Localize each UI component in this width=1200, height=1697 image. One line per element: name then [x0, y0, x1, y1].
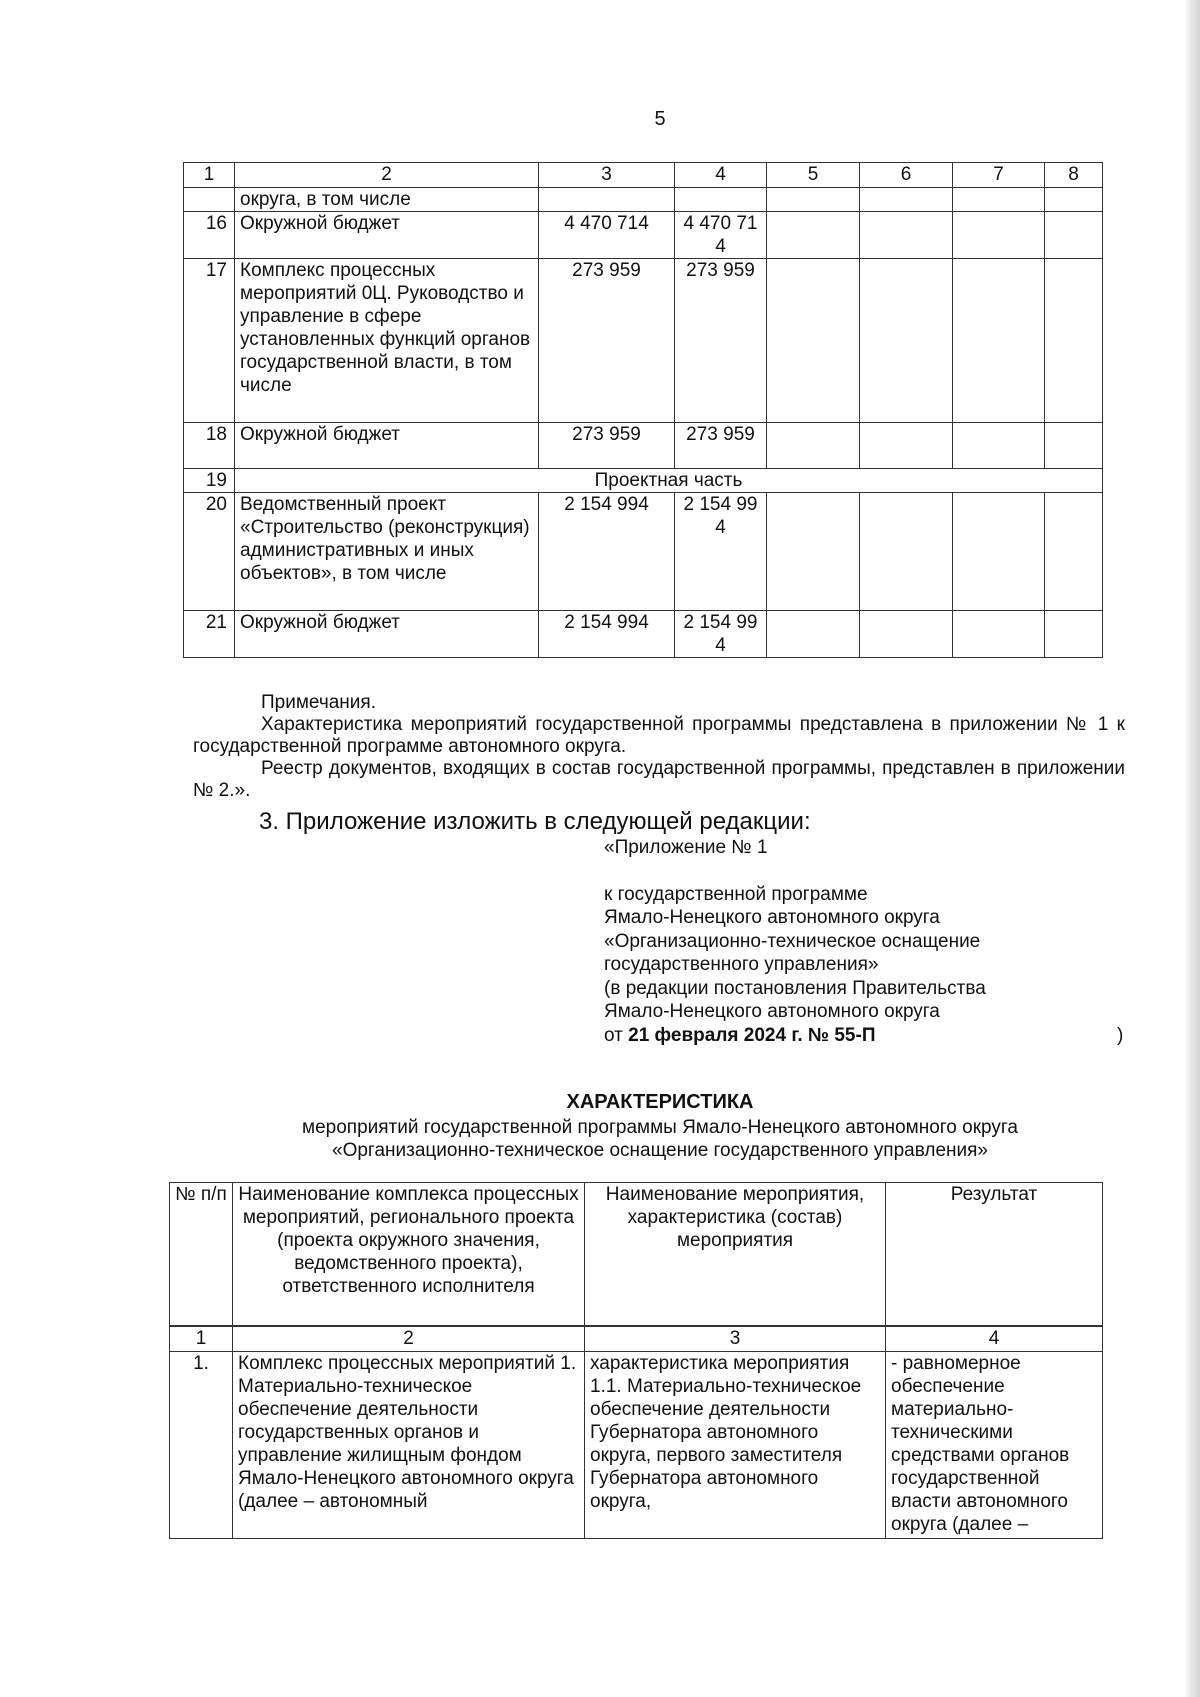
row-value-4: 273 959	[675, 259, 767, 423]
notes-paragraph-2: Реестр документов, входящих в состав государственной программы, представлен в приложении № 2.».	[193, 758, 1125, 801]
row-value-3: 4 470 714	[539, 212, 675, 259]
appendix-header	[604, 836, 1164, 1047]
appendix-line: Ямало-Ненецкого автономного округа	[604, 907, 940, 928]
row-name: Комплекс процессных мероприятий 0Ц. Руководство и управление в сфере установленных функций органов государственной власти, в том числе	[235, 259, 539, 423]
notes-paragraph-1: Характеристика мероприятий государственной программы представлена в приложении № 1 к государственной программе автономного округа.	[193, 714, 1125, 757]
header-cell: 8	[1045, 163, 1103, 188]
row-value-4: 2 154 994	[675, 493, 767, 611]
row-value-3: 273 959	[539, 259, 675, 423]
table-row	[184, 259, 1103, 423]
row-value-4: 2 154 994	[675, 611, 767, 658]
section-row	[184, 469, 1103, 493]
appendix-line: «Организационно-техническое оснащение	[604, 930, 981, 952]
row-value-3	[539, 188, 675, 212]
date-prefix: от	[604, 1024, 623, 1046]
header-cell: Наименование мероприятия, характеристика (состав) мероприятия	[585, 1183, 886, 1326]
row-number: 19	[184, 469, 235, 493]
row-number: 20	[184, 493, 235, 611]
header-cell: 2	[235, 163, 539, 188]
characteristic-title: ХАРАКТЕРИСТИКА	[566, 1091, 754, 1113]
column-numbers-row	[170, 1327, 1103, 1352]
scan-edge-shadow	[1186, 0, 1200, 1697]
row-value-3: 2 154 994	[539, 493, 675, 611]
column-number: 3	[585, 1327, 886, 1352]
row-number: 16	[184, 212, 235, 259]
appendix-line: Ямало-Ненецкого автономного округа	[604, 1001, 940, 1022]
funding-table	[183, 162, 1103, 658]
characteristic-subtitle	[160, 1116, 1160, 1162]
row-name: Окружной бюджет	[235, 212, 539, 259]
section-3-heading: 3. Приложение изложить в следующей редакции:	[259, 808, 811, 835]
column-number: 1	[170, 1327, 233, 1352]
page-number: 5	[654, 108, 666, 130]
row-number: 21	[184, 611, 235, 658]
row-name: округа, в том числе	[235, 188, 539, 212]
characteristic-subtitle-line-1: мероприятий государственной программы Ямало-Ненецкого автономного округа	[302, 1117, 1018, 1138]
characteristic-table-header-row	[170, 1183, 1103, 1326]
funding-table-header-row	[184, 163, 1103, 188]
header-cell: 4	[675, 163, 767, 188]
row-value-4: 4 470 714	[675, 212, 767, 259]
row-value-3: 2 154 994	[539, 611, 675, 658]
row-result: - равномерное обеспечение материально-техническими средствами органов государственной власти автономного округа (далее –	[886, 1352, 1103, 1539]
table-row	[170, 1352, 1103, 1539]
row-value-4	[675, 188, 767, 212]
characteristic-table	[169, 1182, 1103, 1539]
date-value: 21 февраля 2024 г. № 55-П	[628, 1024, 876, 1046]
table-row	[184, 611, 1103, 658]
header-cell: № п/п	[170, 1183, 233, 1326]
row-name: Окружной бюджет	[235, 611, 539, 658]
table-row	[184, 212, 1103, 259]
row-number: 17	[184, 259, 235, 423]
header-cell: Результат	[886, 1183, 1103, 1326]
row-activity: характеристика мероприятия 1.1. Материально-техническое обеспечение деятельности Губернатора автономного округа, первого заместителя Губернатора автономного округа,	[585, 1352, 886, 1539]
header-cell: 6	[860, 163, 953, 188]
column-number: 4	[886, 1327, 1103, 1352]
appendix-line: (в редакции постановления Правительства	[604, 977, 986, 999]
appendix-line: к государственной программе	[604, 883, 868, 905]
header-cell: 5	[767, 163, 860, 188]
notes-block	[193, 692, 1125, 802]
section-title: Проектная часть	[235, 469, 1103, 493]
header-cell: 7	[953, 163, 1045, 188]
appendix-date-line	[604, 1024, 1164, 1048]
row-name: Комплекс процессных мероприятий 1. Материально-техническое обеспечение деятельности государственных органов и управление жилищным фондом Ямало-Ненецкого автономного округа (далее – автономный	[233, 1352, 585, 1539]
table-row	[184, 423, 1103, 469]
row-name: Окружной бюджет	[235, 423, 539, 469]
row-value-4: 273 959	[675, 423, 767, 469]
row-name: Ведомственный проект «Строительство (реконструкция) административных и иных объектов», в том числе	[235, 493, 539, 611]
appendix-title: «Приложение № 1	[604, 837, 768, 858]
closing-parenthesis: )	[1117, 1024, 1124, 1046]
row-number: 18	[184, 423, 235, 469]
appendix-line: государственного управления»	[604, 954, 879, 975]
column-number: 2	[233, 1327, 585, 1352]
row-number: 1.	[170, 1352, 233, 1539]
row-value-3: 273 959	[539, 423, 675, 469]
characteristic-subtitle-line-2: «Организационно-техническое оснащение государственного управления»	[332, 1140, 988, 1161]
header-cell: 3	[539, 163, 675, 188]
notes-heading: Примечания.	[261, 692, 376, 713]
table-row	[184, 188, 1103, 212]
row-number	[184, 188, 235, 212]
table-row	[184, 493, 1103, 611]
header-cell: Наименование комплекса процессных мероприятий, регионального проекта (проекта окружного значения, ведомственного проекта), ответственного исполнителя	[233, 1183, 585, 1326]
header-cell: 1	[184, 163, 235, 188]
